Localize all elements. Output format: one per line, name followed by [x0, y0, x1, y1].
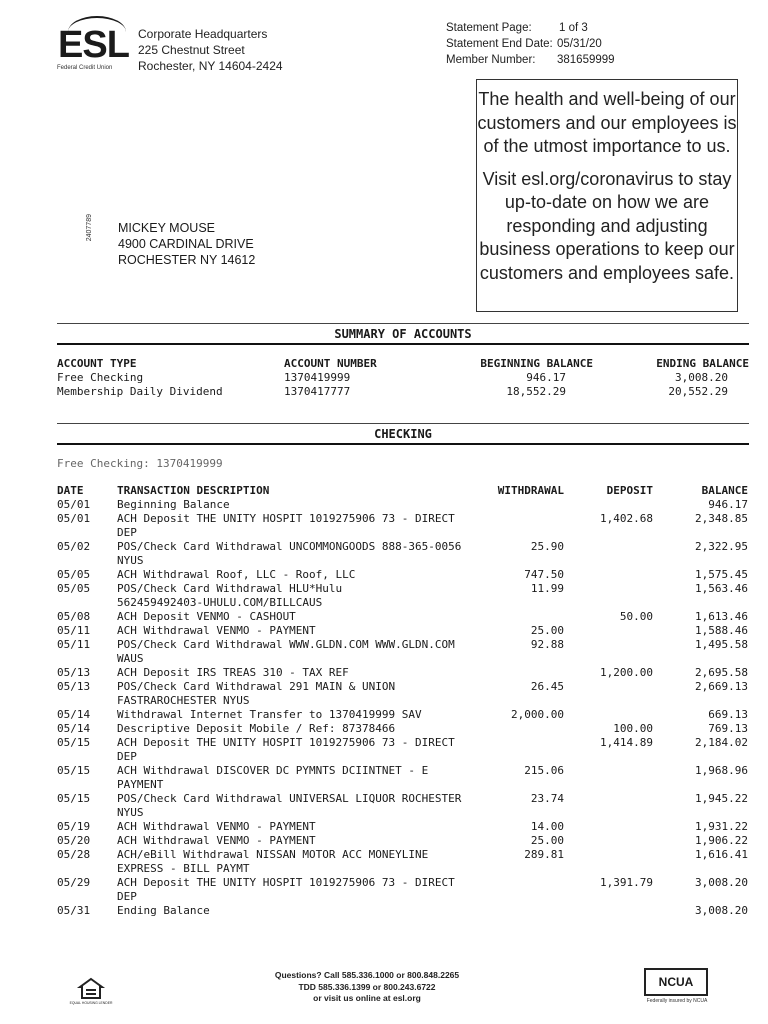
txn-withdrawal: 11.99 — [530, 582, 564, 595]
summary-row-type: Free Checking — [57, 371, 144, 384]
txn-date: 05/08 — [57, 610, 91, 623]
logo-text: ESL — [58, 24, 129, 66]
txn-description-continued: NYUS — [117, 554, 144, 567]
recipient-city: ROCHESTER NY 14612 — [118, 253, 256, 267]
txn-date: 05/05 — [57, 582, 91, 595]
txn-balance: 1,613.46 — [695, 610, 748, 623]
txn-description: ACH Withdrawal Roof, LLC - Roof, LLC — [117, 568, 356, 581]
txn-header-description: TRANSACTION DESCRIPTION — [117, 484, 270, 497]
esl-logo — [54, 16, 128, 74]
footer-line-2: TDD 585.336.1399 or 800.243.6722 — [298, 981, 436, 992]
statement-end-value: 05/31/20 — [557, 38, 602, 50]
txn-date: 05/11 — [57, 624, 91, 637]
txn-description: POS/Check Card Withdrawal UNIVERSAL LIQUOR ROCHESTER — [117, 792, 462, 805]
txn-balance: 3,008.20 — [695, 876, 748, 889]
txn-description: ACH Withdrawal VENMO - PAYMENT — [117, 834, 316, 847]
txn-withdrawal: 92.88 — [530, 638, 564, 651]
summary-title: SUMMARY OF ACCOUNTS — [334, 327, 472, 341]
checking-bottom-rule — [57, 443, 749, 445]
txn-description: Withdrawal Internet Transfer to 1370419999 SAV — [117, 708, 422, 721]
equal-housing-lender-icon — [69, 978, 113, 1006]
txn-description: Beginning Balance — [117, 498, 230, 511]
txn-withdrawal: 26.45 — [530, 680, 564, 693]
txn-balance: 1,945.22 — [695, 792, 748, 805]
ncua-badge — [644, 968, 710, 1008]
txn-description-continued: DEP — [117, 750, 137, 763]
txn-header-withdrawal: WITHDRAWAL — [497, 484, 564, 497]
txn-balance: 1,906.22 — [695, 834, 748, 847]
txn-deposit: 1,414.89 — [600, 736, 653, 749]
summary-row-number: 1370417777 — [284, 385, 351, 398]
txn-withdrawal: 2,000.00 — [511, 708, 564, 721]
txn-description: ACH Withdrawal VENMO - PAYMENT — [117, 820, 316, 833]
txn-deposit: 100.00 — [613, 722, 653, 735]
footer-line-1: Questions? Call 585.336.1000 or 800.848.2265 — [274, 970, 460, 980]
summary-header-ending: ENDING BALANCE — [656, 357, 749, 370]
summary-row-beginning: 18,552.29 — [506, 385, 566, 398]
hq-line-2: 225 Chestnut Street — [138, 43, 245, 57]
txn-date: 05/01 — [57, 498, 91, 511]
notice-paragraph-2 — [477, 168, 737, 286]
txn-date: 05/02 — [57, 540, 91, 553]
txn-description: ACH Deposit THE UNITY HOSPIT 1019275906 73 - DIRECT — [117, 736, 455, 749]
txn-balance: 2,669.13 — [695, 680, 748, 693]
summary-header-type: ACCOUNT TYPE — [57, 357, 137, 370]
footer-contact — [250, 970, 484, 1005]
txn-date: 05/20 — [57, 834, 91, 847]
covid-notice-box — [476, 79, 738, 312]
txn-withdrawal: 25.00 — [530, 624, 564, 637]
txn-balance: 2,184.02 — [695, 736, 748, 749]
txn-date: 05/14 — [57, 708, 91, 721]
notice-url-link[interactable]: esl.org/coronavirus — [521, 168, 674, 189]
footer-line-3: or visit us online at esl.org — [313, 993, 421, 1003]
txn-date: 05/13 — [57, 680, 91, 693]
statement-page-label: Statement Page: — [446, 22, 532, 34]
txn-date: 05/15 — [57, 764, 91, 777]
notice-paragraph-2-rest: to stay up-to-date on how we are responding and adjusting business operations to keep our customers and employees safe. — [479, 168, 735, 283]
member-number-value: 381659999 — [557, 54, 615, 66]
txn-balance: 946.17 — [708, 498, 748, 511]
summary-row-beginning: 946.17 — [526, 371, 566, 384]
txn-date: 05/15 — [57, 736, 91, 749]
txn-description: ACH/eBill Withdrawal NISSAN MOTOR ACC MONEYLINE — [117, 848, 429, 861]
txn-deposit: 1,391.79 — [600, 876, 653, 889]
txn-withdrawal: 14.00 — [530, 820, 564, 833]
txn-description-continued: NYUS — [117, 806, 144, 819]
txn-withdrawal: 215.06 — [524, 764, 564, 777]
txn-description: Ending Balance — [117, 904, 210, 917]
txn-balance: 1,968.96 — [695, 764, 748, 777]
checking-account-subtitle: Free Checking: 1370419999 — [57, 457, 223, 470]
txn-description: POS/Check Card Withdrawal 291 MAIN & UNION — [117, 680, 396, 693]
txn-description-continued: DEP — [117, 890, 137, 903]
txn-header-date: DATE — [57, 484, 84, 497]
hq-line-3: Rochester, NY 14604-2424 — [138, 59, 283, 73]
txn-balance: 1,495.58 — [695, 638, 748, 651]
checking-top-rule — [57, 423, 749, 424]
summary-row-ending: 3,008.20 — [675, 371, 728, 384]
txn-description-continued: 562459492403-UHULU.COM/BILLCAUS — [117, 596, 323, 609]
txn-description: POS/Check Card Withdrawal HLU*Hulu — [117, 582, 343, 595]
txn-balance: 1,588.46 — [695, 624, 748, 637]
txn-date: 05/01 — [57, 512, 91, 525]
ncua-caption: Federally insured by NCUA — [646, 998, 708, 1004]
logo-tagline: Federal Credit Union — [57, 65, 113, 71]
txn-date: 05/19 — [57, 820, 91, 833]
txn-description: ACH Withdrawal VENMO - PAYMENT — [117, 624, 316, 637]
summary-row-type: Membership Daily Dividend — [57, 385, 223, 398]
txn-balance: 2,348.85 — [695, 512, 748, 525]
txn-withdrawal: 23.74 — [530, 792, 564, 805]
txn-description: ACH Deposit THE UNITY HOSPIT 1019275906 73 - DIRECT — [117, 512, 455, 525]
statement-page-value: 1 of 3 — [559, 22, 588, 34]
txn-withdrawal: 289.81 — [524, 848, 564, 861]
txn-description: ACH Withdrawal DISCOVER DC PYMNTS DCIINTNET - E — [117, 764, 429, 777]
txn-withdrawal: 747.50 — [524, 568, 564, 581]
txn-header-deposit: DEPOSIT — [606, 484, 653, 497]
summary-header-beginning: BEGINNING BALANCE — [480, 357, 593, 370]
txn-header-balance: BALANCE — [701, 484, 748, 497]
txn-deposit: 1,402.68 — [600, 512, 653, 525]
summary-bottom-rule — [57, 343, 749, 345]
ncua-label: NCUA — [644, 968, 708, 996]
txn-balance: 3,008.20 — [695, 904, 748, 917]
notice-paragraph-1: The health and well-being of our customers and our employees is of the utmost importance to us. — [477, 89, 737, 156]
summary-row-number: 1370419999 — [284, 371, 351, 384]
equal-housing-label: EQUAL HOUSING LENDER — [69, 1001, 113, 1005]
txn-description: ACH Deposit VENMO - CASHOUT — [117, 610, 296, 623]
txn-date: 05/31 — [57, 904, 91, 917]
txn-balance: 669.13 — [708, 708, 748, 721]
txn-date: 05/28 — [57, 848, 91, 861]
txn-balance: 1,616.41 — [695, 848, 748, 861]
txn-description: ACH Deposit IRS TREAS 310 - TAX REF — [117, 666, 349, 679]
txn-date: 05/13 — [57, 666, 91, 679]
summary-header-number: ACCOUNT NUMBER — [284, 357, 377, 370]
txn-description-continued: WAUS — [117, 652, 144, 665]
txn-description-continued: FASTRAROCHESTER NYUS — [117, 694, 250, 707]
txn-description: POS/Check Card Withdrawal WWW.GLDN.COM WWW.GLDN.COM — [117, 638, 455, 651]
mail-code: 2407789 — [86, 214, 93, 242]
txn-date: 05/11 — [57, 638, 91, 651]
txn-description-continued: PAYMENT — [117, 778, 164, 791]
txn-balance: 2,695.58 — [695, 666, 748, 679]
recipient-street: 4900 CARDINAL DRIVE — [118, 237, 254, 251]
txn-date: 05/15 — [57, 792, 91, 805]
txn-balance: 1,563.46 — [695, 582, 748, 595]
txn-description: POS/Check Card Withdrawal UNCOMMONGOODS 888-365-0056 — [117, 540, 462, 553]
txn-description: Descriptive Deposit Mobile / Ref: 87378466 — [117, 722, 396, 735]
txn-balance: 1,931.22 — [695, 820, 748, 833]
txn-date: 05/14 — [57, 722, 91, 735]
summary-top-rule — [57, 323, 749, 324]
txn-balance: 2,322.95 — [695, 540, 748, 553]
txn-deposit: 1,200.00 — [600, 666, 653, 679]
notice-visit-prefix: Visit — [482, 168, 522, 189]
txn-withdrawal: 25.00 — [530, 834, 564, 847]
checking-title: CHECKING — [374, 427, 432, 441]
txn-description-continued: DEP — [117, 526, 137, 539]
txn-date: 05/05 — [57, 568, 91, 581]
member-number-label: Member Number: — [446, 54, 536, 66]
hq-line-1: Corporate Headquarters — [138, 27, 268, 41]
txn-balance: 1,575.45 — [695, 568, 748, 581]
txn-deposit: 50.00 — [619, 610, 653, 623]
txn-balance: 769.13 — [708, 722, 748, 735]
txn-description-continued: EXPRESS - BILL PAYMT — [117, 862, 250, 875]
txn-withdrawal: 25.90 — [530, 540, 564, 553]
summary-row-ending: 20,552.29 — [668, 385, 728, 398]
statement-end-label: Statement End Date: — [446, 38, 553, 50]
txn-date: 05/29 — [57, 876, 91, 889]
recipient-name: MICKEY MOUSE — [118, 221, 216, 235]
txn-description: ACH Deposit THE UNITY HOSPIT 1019275906 73 - DIRECT — [117, 876, 455, 889]
